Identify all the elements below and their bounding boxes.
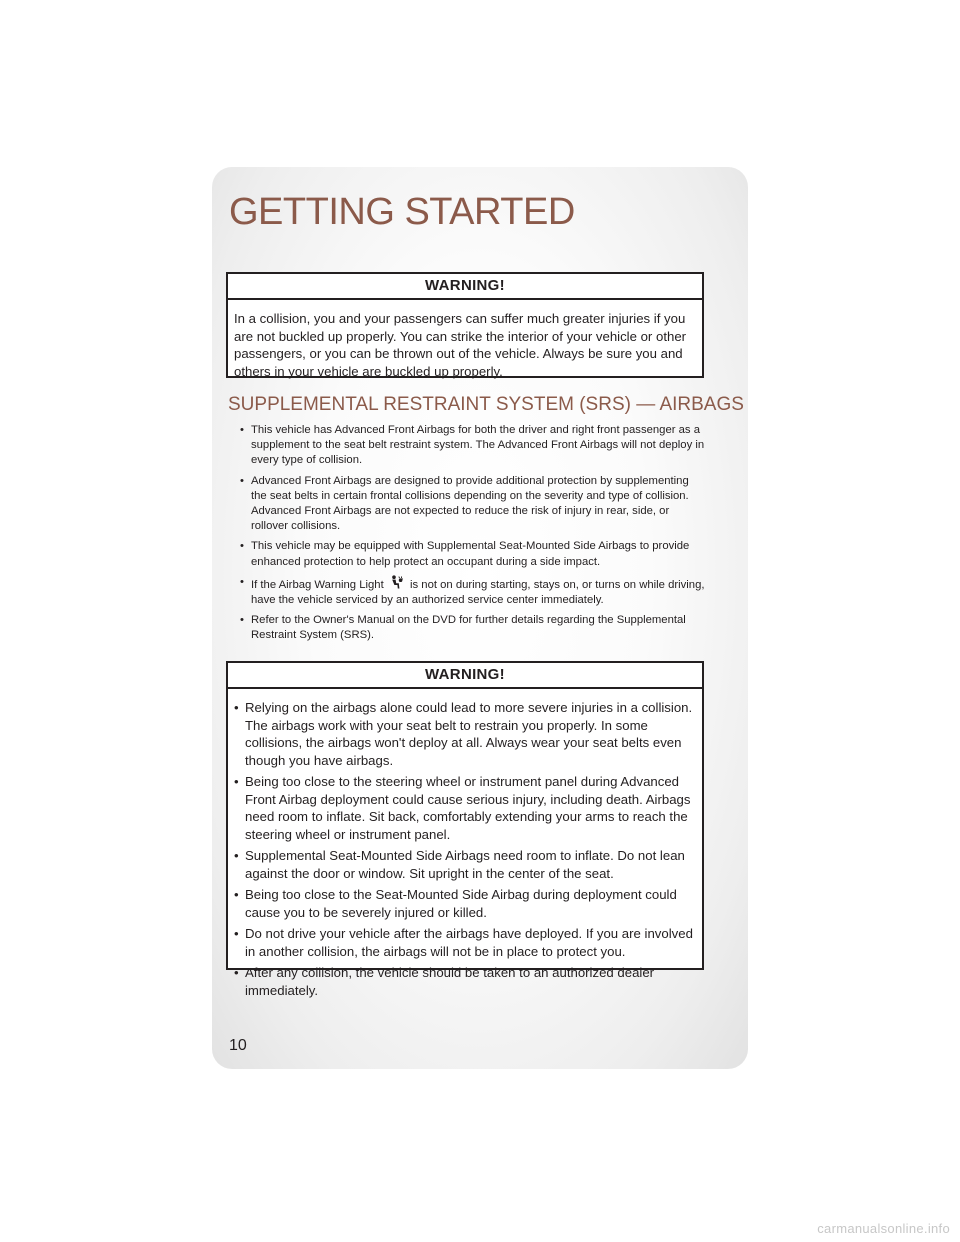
- watermark: carmanualsonline.info: [817, 1221, 950, 1236]
- warning-bullet: • Being too close to the steering wheel or instrument panel during Advanced Front Airbag deployment could cause serious injury, including death. Airbags need room to inflate. Sit back, comfortably extending your arms to reach the steering wheel or instrument panel.: [234, 773, 696, 843]
- warning-heading: WARNING!: [228, 663, 702, 689]
- srs-bullet-list: [240, 423, 706, 649]
- airbag-warning-light-icon: [389, 575, 403, 589]
- srs-bullet-text-before: If the Airbag Warning Light: [251, 578, 384, 591]
- warning-body: [228, 689, 702, 1011]
- page-number: 10: [229, 1037, 247, 1054]
- srs-bullet: • This vehicle may be equipped with Supplemental Seat-Mounted Side Airbags to provide enhanced protection to help protect an occupant during a side impact.: [240, 539, 706, 569]
- warning-heading: WARNING!: [228, 274, 702, 300]
- warning-bullet: • After any collision, the vehicle should be taken to an authorized dealer immediately.: [234, 964, 696, 999]
- srs-bullet-airbag-light: [240, 575, 706, 608]
- srs-bullet: • Advanced Front Airbags are designed to provide additional protection by supplementing the seat belts in certain frontal collisions depending on the severity and type of collision. Advanced Front Airbags are not expected to reduce the risk of injury in rear, side, or rollover collisions.: [240, 474, 706, 535]
- warning-box-airbags: [226, 661, 704, 998]
- warning-text: In a collision, you and your passengers can suffer much greater injuries if you are not buckled up properly. You can strike the interior of your vehicle or other passengers, or you can be thrown out of the vehicle. Always be sure you and others in your vehicle are buckled up properly.: [234, 311, 687, 379]
- section-title: GETTING STARTED: [229, 191, 575, 233]
- srs-bullet-text-after: is not on during starting, stays on, or turns on while driving, have the vehicle serviced by an authorized service center immediately.: [251, 578, 705, 607]
- warning-bullet-list: [234, 699, 696, 999]
- srs-bullet: • This vehicle has Advanced Front Airbags for both the driver and right front passenger as a supplement to the seat belt restraint system. The Advanced Front Airbags will not deploy in every type of collision.: [240, 423, 706, 469]
- srs-heading: SUPPLEMENTAL RESTRAINT SYSTEM (SRS) — AIRBAGS: [228, 394, 744, 415]
- warning-bullet: • Being too close to the Seat-Mounted Side Airbag during deployment could cause you to be severely injured or killed.: [234, 886, 696, 921]
- warning-bullet: • Do not drive your vehicle after the airbags have deployed. If you are involved in another collision, the airbags will not be in place to protect you.: [234, 925, 696, 960]
- srs-bullet: • Refer to the Owner's Manual on the DVD for further details regarding the Supplemental Restraint System (SRS).: [240, 613, 706, 643]
- warning-box-seatbelt: [226, 272, 704, 378]
- warning-bullet: • Supplemental Seat-Mounted Side Airbags need room to inflate. Do not lean against the door or window. Sit upright in the center of the seat.: [234, 847, 696, 882]
- warning-bullet: • Relying on the airbags alone could lead to more severe injuries in a collision. The airbags work with your seat belt to restrain you properly. In some collisions, the airbags won't deploy at all. Always wear your seat belts even though you have airbags.: [234, 699, 696, 769]
- manual-page: [212, 167, 748, 1069]
